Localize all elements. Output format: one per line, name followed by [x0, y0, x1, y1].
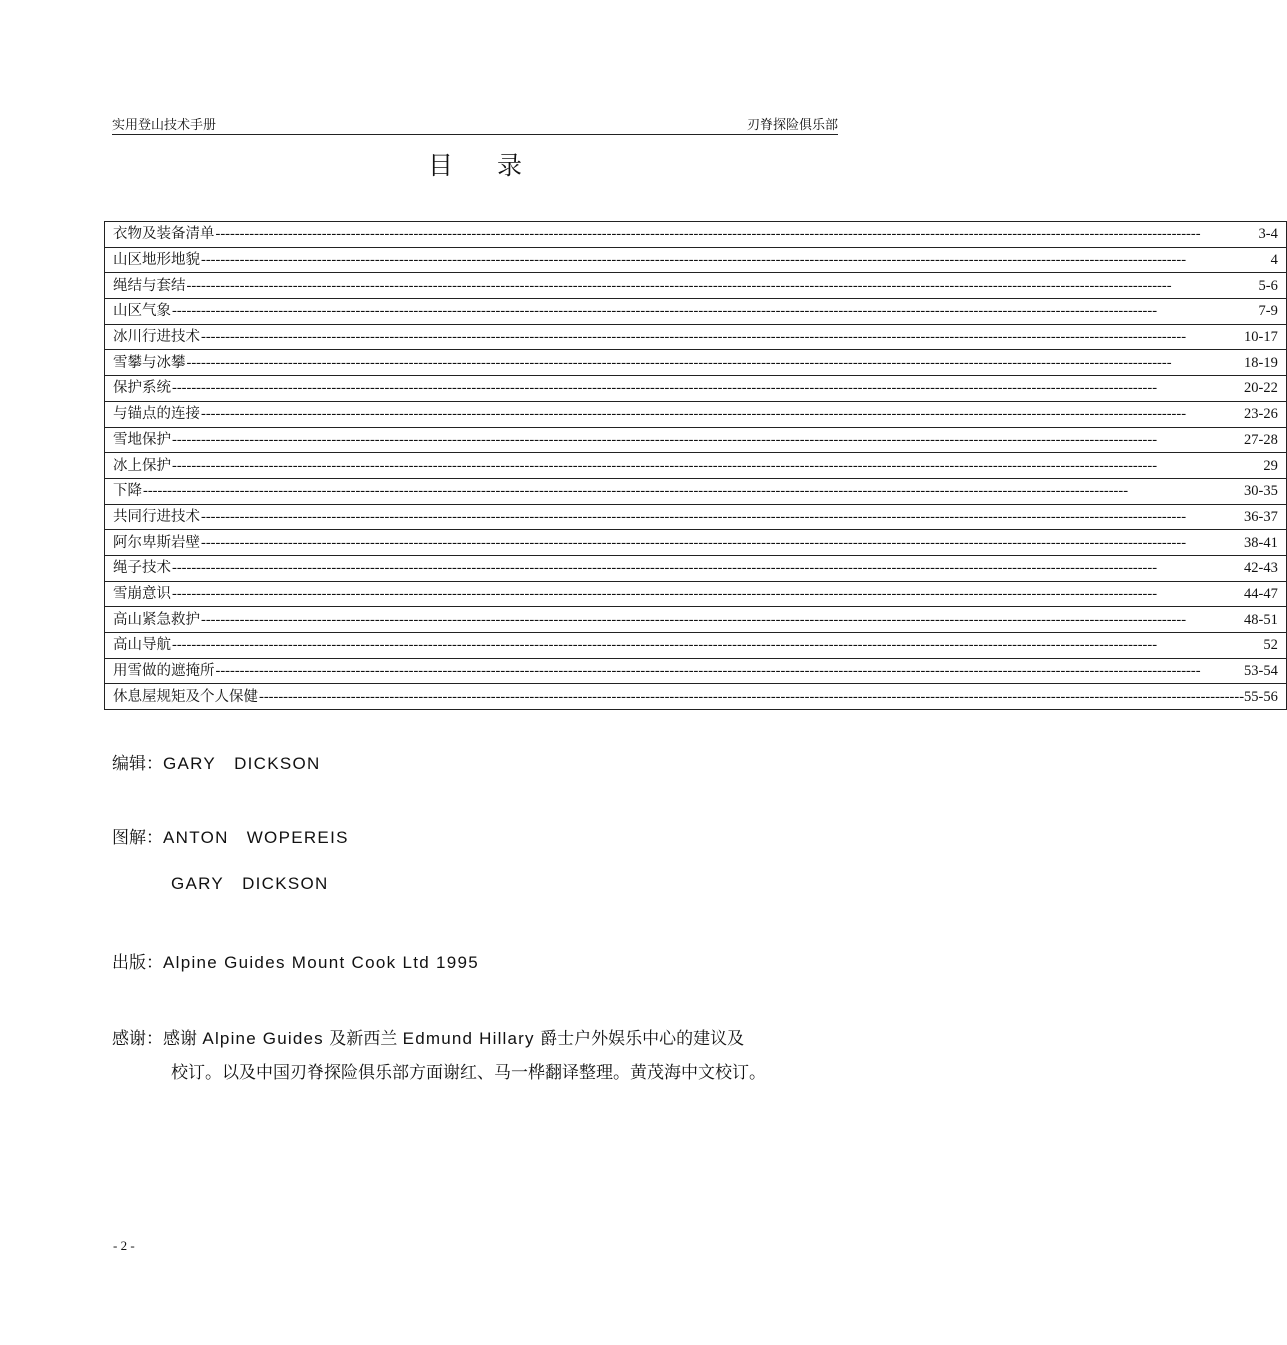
toc-cell: [105, 684, 1287, 710]
toc-leader-dashes: [172, 454, 1263, 478]
toc-leader-dashes: [172, 299, 1259, 323]
toc-table: [104, 221, 1287, 710]
toc-entry-name: 雪崩意识: [113, 585, 171, 602]
toc-cell: [105, 401, 1287, 427]
toc-cell: [105, 607, 1287, 633]
credit-illustration: [112, 823, 349, 848]
toc-cell: [105, 478, 1287, 504]
toc-entry-name: 高山导航: [113, 637, 171, 654]
toc-entry-name: 绳子技术: [113, 560, 171, 577]
running-header: [112, 112, 838, 135]
toc-cell: [105, 555, 1287, 581]
toc-entry-name: 保护系统: [113, 380, 171, 397]
illustrator2-last-name: DICKSON: [242, 874, 329, 893]
toc-entry-page: 29: [1263, 457, 1278, 474]
toc-entry-name: 共同行进技术: [113, 508, 200, 525]
toc-entry-name: 与锚点的连接: [113, 406, 200, 423]
ack-label: 感谢：: [112, 1029, 163, 1049]
editor-label: 编辑：: [112, 754, 163, 774]
toc-cell: [105, 427, 1287, 453]
toc-cell: [105, 350, 1287, 376]
toc-row: [105, 530, 1287, 556]
toc-leader-dashes: [143, 479, 1244, 503]
ack-person: Edmund Hillary: [402, 1029, 535, 1048]
ack-line-1: [112, 1022, 842, 1056]
toc-entry-page: 52: [1263, 637, 1278, 654]
toc-cell: [105, 530, 1287, 556]
toc-cell: [105, 581, 1287, 607]
credit-editor: [112, 749, 321, 774]
acknowledgement: [112, 1022, 842, 1090]
toc-leader-dashes: [172, 376, 1244, 400]
toc-row: [105, 376, 1287, 402]
toc-body: [105, 222, 1287, 710]
toc-row: [105, 633, 1287, 659]
toc-row: [105, 504, 1287, 530]
illustrator1-first-name: ANTON: [163, 828, 229, 847]
toc-entry-name: 用雪做的遮掩所: [113, 663, 215, 680]
credit-publisher: [112, 948, 479, 973]
toc-row: [105, 478, 1287, 504]
toc-row: [105, 684, 1287, 710]
toc-entry-page: 48-51: [1244, 611, 1278, 628]
ack-part3: 爵士户外娱乐中心的建议及: [540, 1029, 745, 1049]
toc-row: [105, 247, 1287, 273]
toc-entry-page: 42-43: [1244, 560, 1278, 577]
toc-cell: [105, 299, 1287, 325]
toc-entry-name: 阿尔卑斯岩壁: [113, 534, 200, 551]
toc-leader-dashes: [187, 351, 1245, 375]
toc-entry-page: 53-54: [1244, 663, 1278, 680]
toc-cell: [105, 273, 1287, 299]
toc-row: [105, 350, 1287, 376]
toc-entry-name: 下降: [113, 483, 142, 500]
toc-leader-dashes: [172, 582, 1244, 606]
toc-leader-dashes: [201, 248, 1271, 272]
toc-entry-page: 5-6: [1258, 277, 1278, 294]
toc-entry-name: 山区地形地貌: [113, 252, 200, 269]
toc-cell: [105, 222, 1287, 248]
toc-cell: [105, 324, 1287, 350]
toc-leader-dashes: [201, 325, 1244, 349]
toc-entry-name: 山区气象: [113, 303, 171, 320]
toc-entry-name: 绳结与套结: [113, 277, 186, 294]
illustrator1-last-name: WOPEREIS: [246, 828, 349, 847]
toc-entry-page: 10-17: [1244, 329, 1278, 346]
toc-leader-dashes: [201, 608, 1244, 632]
toc-entry-page: 7-9: [1258, 303, 1278, 320]
toc-row: [105, 581, 1287, 607]
toc-entry-page: 18-19: [1244, 354, 1278, 371]
toc-entry-page: 36-37: [1244, 508, 1278, 525]
publisher-label: 出版：: [112, 953, 163, 973]
credit-illustrator-2: [171, 874, 329, 894]
editor-first-name: GARY: [163, 754, 217, 773]
page-number: - 2 -: [113, 1238, 135, 1253]
header-club-name: 刃脊探险俱乐部: [746, 118, 838, 133]
toc-entry-name: 雪地保护: [113, 431, 171, 448]
toc-entry-page: 30-35: [1244, 483, 1278, 500]
illustrator2-first-name: GARY: [171, 874, 225, 893]
editor-last-name: DICKSON: [234, 754, 321, 773]
toc-row: [105, 427, 1287, 453]
publisher-name: Alpine Guides Mount Cook Ltd 1995: [163, 953, 480, 972]
toc-leader-dashes: [201, 531, 1244, 555]
toc-entry-name: 雪攀与冰攀: [113, 354, 186, 371]
toc-leader-dashes: [172, 428, 1244, 452]
toc-cell: [105, 658, 1287, 684]
toc-row: [105, 607, 1287, 633]
toc-entry-name: 高山紧急救护: [113, 611, 200, 628]
toc-cell: [105, 453, 1287, 479]
toc-entry-page: 3-4: [1258, 226, 1278, 243]
toc-row: [105, 453, 1287, 479]
toc-leader-dashes: [216, 659, 1245, 683]
toc-row: [105, 299, 1287, 325]
toc-cell: [105, 247, 1287, 273]
toc-entry-page: 23-26: [1244, 406, 1278, 423]
toc-entry-page: 38-41: [1244, 534, 1278, 551]
ack-part1: 感谢: [163, 1029, 197, 1049]
toc-entry-page: 55-56: [1244, 688, 1278, 705]
toc-title: 目录: [427, 151, 566, 180]
toc-cell: [105, 633, 1287, 659]
toc-row: [105, 401, 1287, 427]
toc-cell: [105, 504, 1287, 530]
toc-leader-dashes: [172, 556, 1244, 580]
toc-entry-page: 20-22: [1244, 380, 1278, 397]
toc-leader-dashes: [172, 633, 1263, 657]
toc-leader-dashes: [259, 685, 1244, 709]
toc-cell: [105, 376, 1287, 402]
toc-entry-name: 休息屋规矩及个人保健: [113, 688, 258, 705]
illustration-label: 图解：: [112, 828, 163, 848]
ack-org: Alpine Guides: [202, 1029, 324, 1048]
toc-leader-dashes: [216, 222, 1259, 246]
toc-leader-dashes: [187, 274, 1259, 298]
toc-leader-dashes: [201, 402, 1244, 426]
toc-row: [105, 222, 1287, 248]
toc-row: [105, 658, 1287, 684]
ack-part2: 及新西兰: [329, 1029, 398, 1049]
toc-entry-page: 27-28: [1244, 431, 1278, 448]
toc-entry-page: 44-47: [1244, 585, 1278, 602]
toc-entry-name: 冰川行进技术: [113, 329, 200, 346]
toc-row: [105, 324, 1287, 350]
ack-line-2: 校订。以及中国刃脊探险俱乐部方面谢红、马一桦翻译整理。黄茂海中文校订。: [171, 1063, 766, 1083]
toc-entry-page: 4: [1270, 252, 1278, 269]
toc-entry-name: 衣物及装备清单: [113, 226, 215, 243]
toc-row: [105, 555, 1287, 581]
toc-leader-dashes: [201, 505, 1244, 529]
toc-entry-name: 冰上保护: [113, 457, 171, 474]
toc-row: [105, 273, 1287, 299]
header-book-title: 实用登山技术手册: [112, 118, 217, 133]
